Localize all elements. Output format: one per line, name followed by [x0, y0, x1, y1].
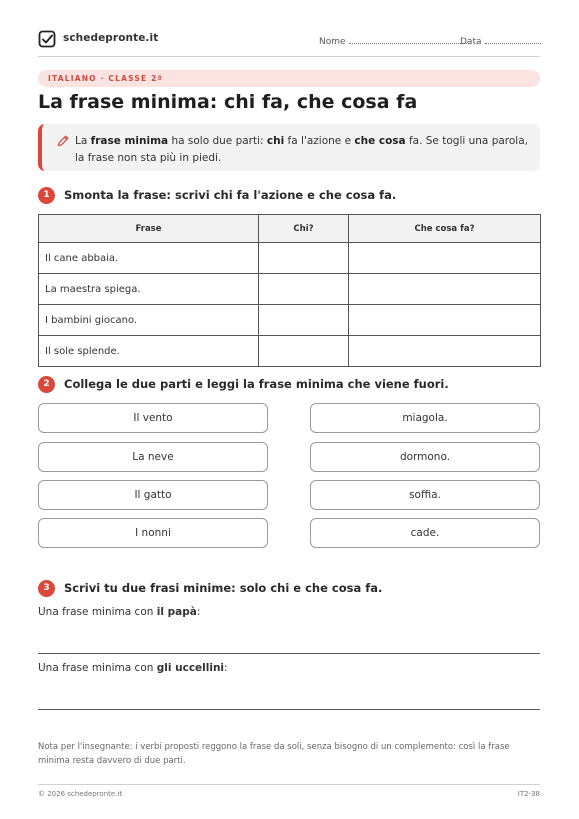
- page-title: La frase minima: chi fa, che cosa fa: [38, 91, 418, 113]
- table-row: [39, 243, 541, 274]
- worksheet-page: [38, 0, 540, 819]
- subject-card[interactable]: La neve: [38, 442, 268, 472]
- sentence-cell: Il cane abbaia.: [39, 243, 259, 274]
- footer-code: IT2-38: [517, 790, 540, 798]
- what-answer-cell[interactable]: [349, 336, 541, 367]
- teacher-note: Nota per l'insegnante: i verbi proposti reggono la frase da soli, senza bisogno di un complemento: così la frase minima resta davvero di due parti.: [38, 742, 510, 766]
- footer-copyright: © 2026 schedepronte.it: [38, 790, 123, 798]
- what-answer-cell[interactable]: [349, 243, 541, 274]
- pencil-icon: [56, 134, 70, 148]
- predicate-card[interactable]: soffia.: [310, 480, 540, 510]
- section-number: 1: [38, 187, 55, 204]
- prompt-1: Una frase minima con il papà:: [38, 606, 201, 618]
- predicate-card[interactable]: miagola.: [310, 403, 540, 433]
- date-field[interactable]: [460, 34, 541, 47]
- section-2-heading: [38, 376, 540, 394]
- section-number: 2: [38, 376, 55, 393]
- info-callout: [38, 124, 540, 171]
- name-label: Nome: [319, 37, 346, 47]
- date-label: Data: [460, 37, 482, 47]
- brand-name: schedepronte.it: [63, 32, 159, 44]
- section-title: Collega le due parti e leggi la frase minima che viene fuori.: [64, 377, 449, 391]
- what-answer-cell[interactable]: [349, 274, 541, 305]
- subject-tag: [38, 70, 540, 87]
- prompt-2: Una frase minima con gli uccellini:: [38, 662, 228, 674]
- section-title: Scrivi tu due frasi minime: solo chi e che cosa fa.: [64, 581, 383, 595]
- sentence-cell: I bambini giocano.: [39, 305, 259, 336]
- predicate-card[interactable]: dormono.: [310, 442, 540, 472]
- column-header: Chi?: [259, 215, 349, 243]
- column-header: Che cosa fa?: [349, 215, 541, 243]
- subject-card[interactable]: I nonni: [38, 518, 268, 548]
- header-divider: [38, 56, 540, 57]
- who-answer-cell[interactable]: [259, 305, 349, 336]
- table-header-row: [39, 215, 541, 243]
- predicate-card[interactable]: cade.: [310, 518, 540, 548]
- sentence-cell: La maestra spiega.: [39, 274, 259, 305]
- checkbox-icon: [38, 30, 56, 48]
- who-answer-cell[interactable]: [259, 274, 349, 305]
- what-answer-cell[interactable]: [349, 305, 541, 336]
- section-1-heading: [38, 187, 540, 205]
- subject-card[interactable]: Il gatto: [38, 480, 268, 510]
- answer-line-1[interactable]: [38, 653, 540, 654]
- subject-card[interactable]: Il vento: [38, 403, 268, 433]
- section-title: Smonta la frase: scrivi chi fa l'azione e che cosa fa.: [64, 188, 397, 202]
- section-3-heading: [38, 580, 540, 598]
- analysis-table: [38, 214, 541, 367]
- table-row: [39, 336, 541, 367]
- section-number: 3: [38, 580, 55, 597]
- who-answer-cell[interactable]: [259, 243, 349, 274]
- who-answer-cell[interactable]: [259, 336, 349, 367]
- subject-tag-label: ITALIANO · CLASSE 2ª: [48, 74, 163, 83]
- column-header: Frase: [39, 215, 259, 243]
- callout-text: La frase minima ha solo due parti: chi fa l'azione e che cosa fa. Se togli una parola, la frase non sta più in piedi.: [75, 135, 528, 164]
- sentence-cell: Il sole splende.: [39, 336, 259, 367]
- footer-divider: [38, 784, 540, 785]
- name-field[interactable]: [319, 34, 469, 47]
- answer-line-2[interactable]: [38, 709, 540, 710]
- page-header: [38, 29, 540, 53]
- table-row: [39, 305, 541, 336]
- table-row: [39, 274, 541, 305]
